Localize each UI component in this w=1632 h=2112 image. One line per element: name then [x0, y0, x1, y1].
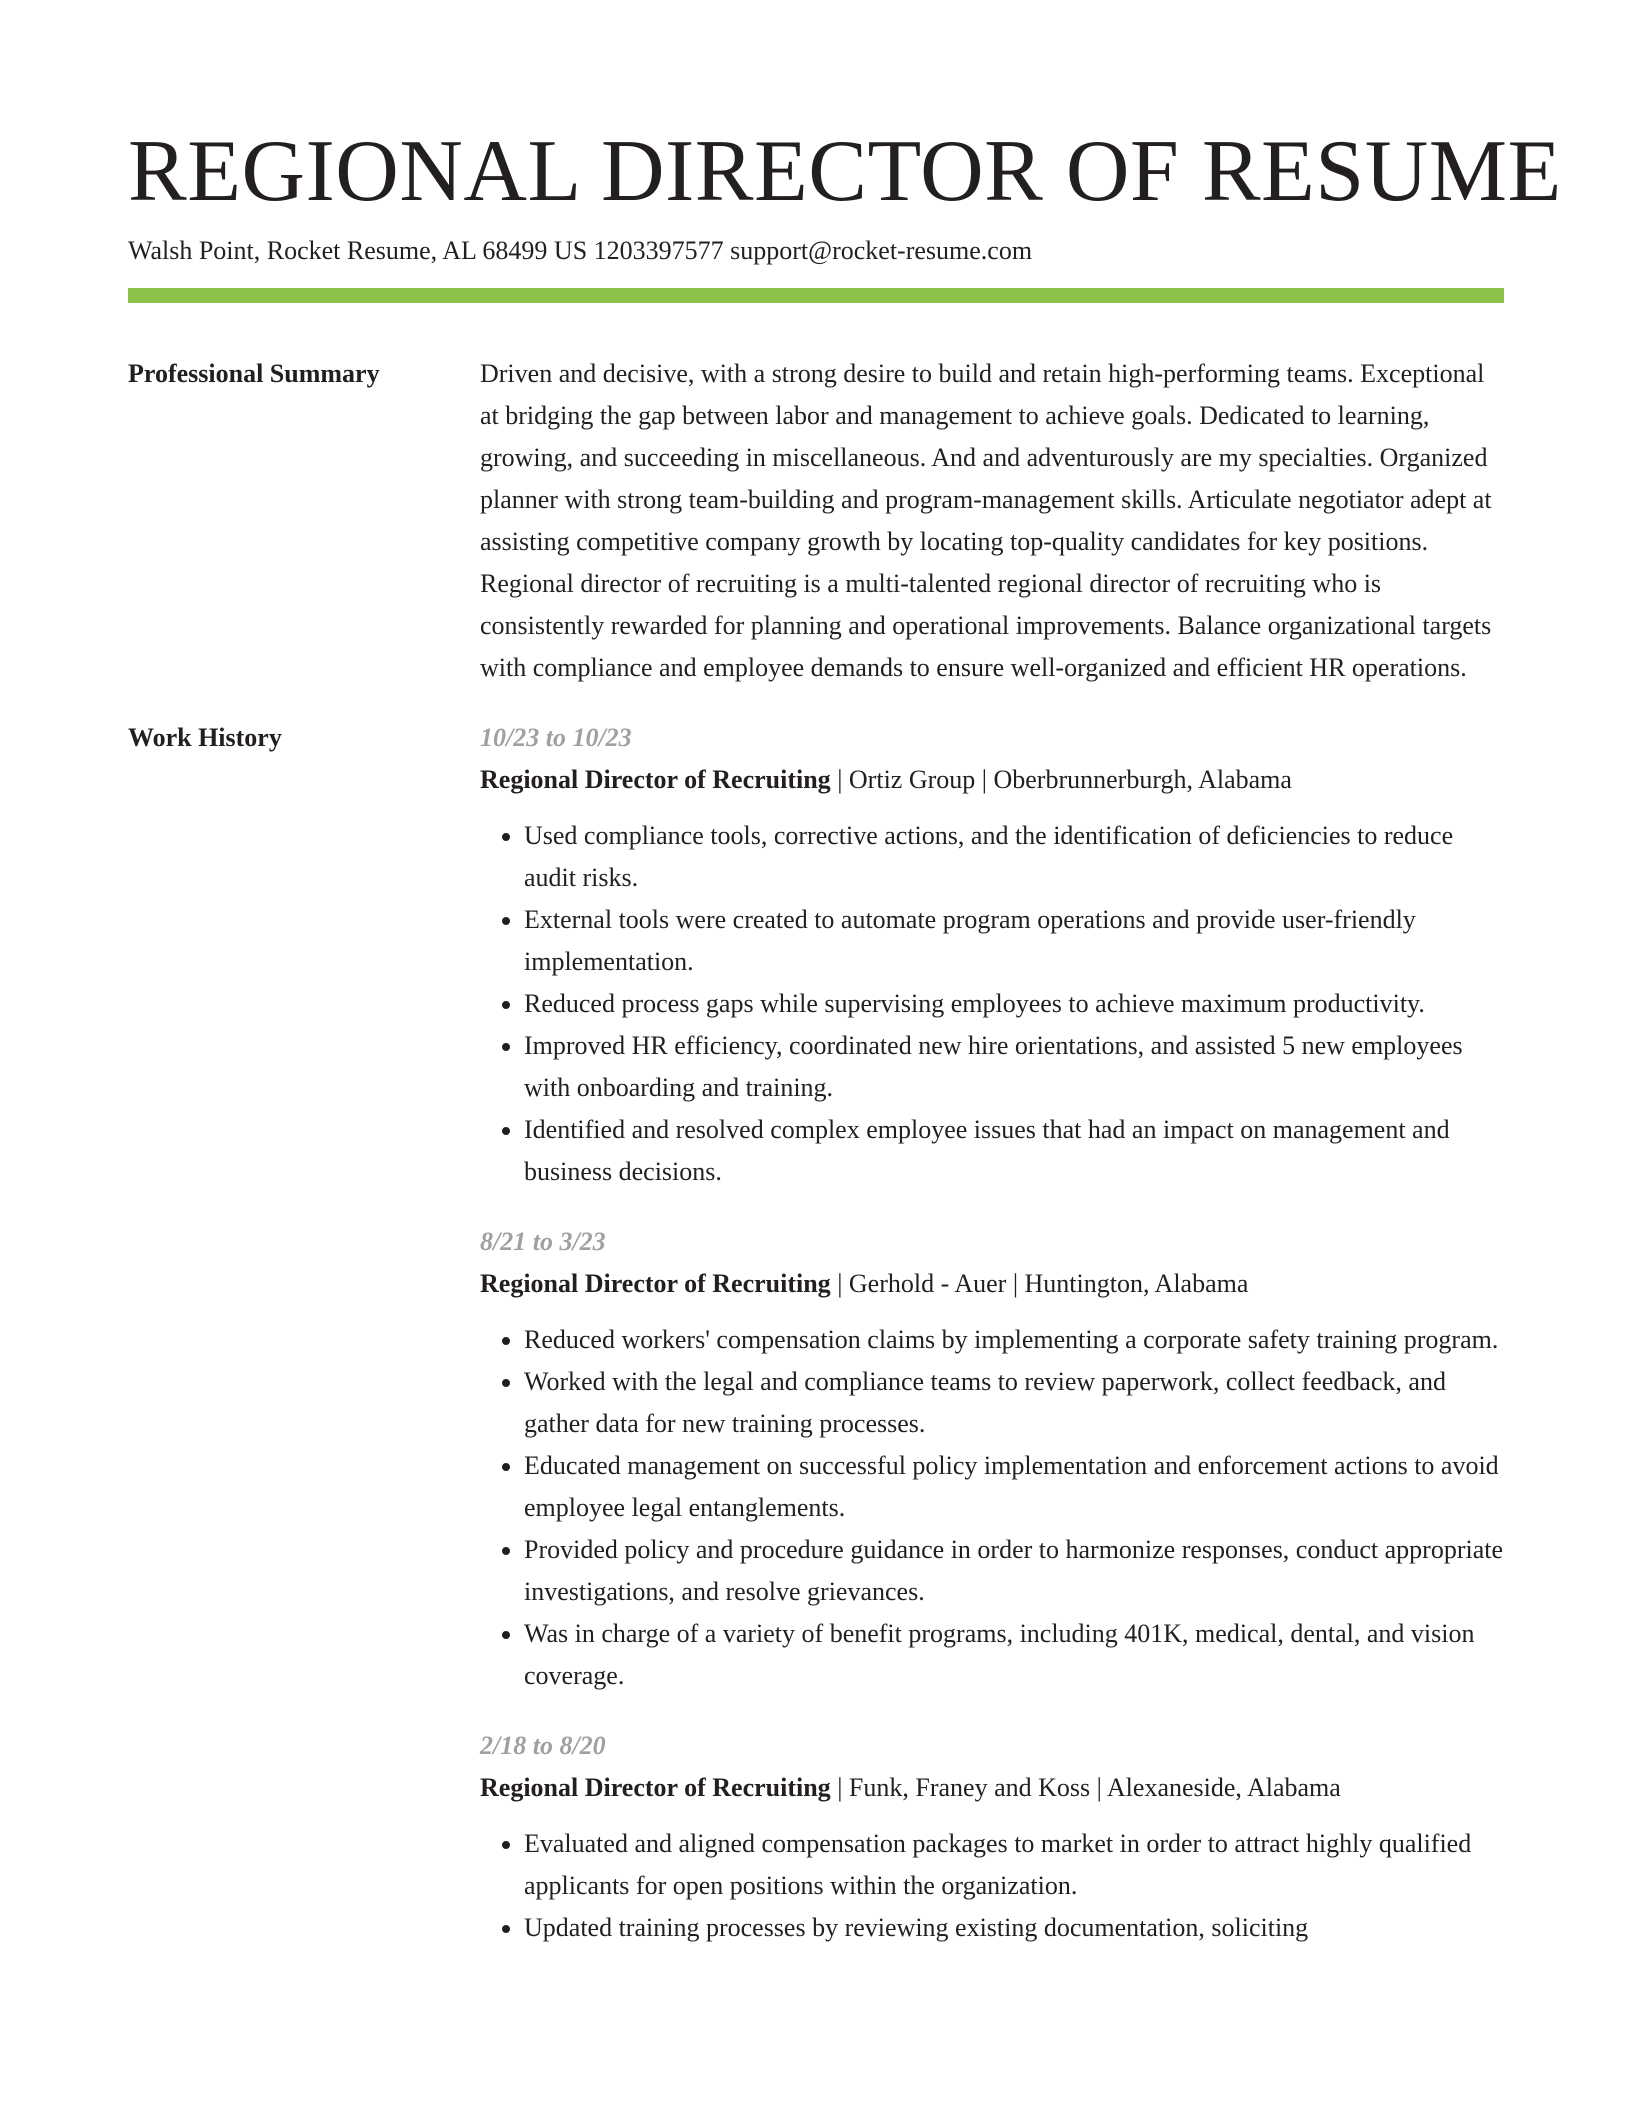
- job-heading: [480, 1263, 1504, 1305]
- job-bullet: • Educated management on successful policy implementation and enforcement actions to avoid employee legal entanglements.: [524, 1445, 1504, 1529]
- job-bullet: • Updated training processes by reviewing existing documentation, soliciting: [524, 1907, 1504, 1949]
- job-title: Regional Director of Recruiting: [480, 1269, 831, 1298]
- job-bullets: [480, 1319, 1504, 1697]
- job-bullets: [480, 1823, 1504, 1949]
- job-separator: |: [830, 1773, 849, 1802]
- resume-page: [128, 0, 1562, 1977]
- job-separator: |: [830, 765, 849, 794]
- job-heading: [480, 759, 1504, 801]
- job-bullet: • Evaluated and aligned compensation packages to market in order to attract highly qualified applicants for open positions within the organization.: [524, 1823, 1504, 1907]
- job-dates: 2/18 to 8/20: [480, 1731, 606, 1760]
- summary-body: [480, 353, 1504, 689]
- job-dates: 10/23 to 10/23: [480, 723, 632, 752]
- job-separator: |: [830, 1269, 849, 1298]
- job-separator: |: [1006, 1269, 1025, 1298]
- job-bullet: • Provided policy and procedure guidance in order to harmonize responses, conduct appropriate investigations, and resolve grievances.: [524, 1529, 1504, 1613]
- professional-summary-section: [128, 353, 1504, 689]
- job-entry: [480, 1725, 1504, 1949]
- job-company: Funk, Franey and Koss: [848, 1773, 1091, 1802]
- job-bullet: • Worked with the legal and compliance teams to review paperwork, collect feedback, and gather data for new training processes.: [524, 1361, 1504, 1445]
- job-title: Regional Director of Recruiting: [480, 1773, 831, 1802]
- job-bullet: • Used compliance tools, corrective actions, and the identification of deficiencies to reduce audit risks.: [524, 815, 1504, 899]
- job-bullets: [480, 815, 1504, 1193]
- work-history-section: [128, 717, 1504, 1977]
- job-location: Huntington, Alabama: [1024, 1269, 1249, 1298]
- job-location: Oberbrunnerburgh, Alabama: [993, 765, 1292, 794]
- job-company: Ortiz Group: [848, 765, 976, 794]
- job-bullet: • Reduced workers' compensation claims by implementing a corporate safety training program.: [524, 1319, 1504, 1361]
- job-bullet: • Improved HR efficiency, coordinated new hire orientations, and assisted 5 new employees with onboarding and training.: [524, 1025, 1504, 1109]
- resume-name: REGIONAL DIRECTOR OF RESUME: [128, 123, 1562, 220]
- job-dates: 8/21 to 3/23: [480, 1227, 606, 1256]
- job-location: Alexaneside, Alabama: [1106, 1773, 1341, 1802]
- summary-text: Driven and decisive, with a strong desire to build and retain high-performing teams. Exceptional at bridging the gap between labor and management to achieve goals. Dedicated to learning, growing, and succeeding in miscellaneous. And and adventurously are my specialties. Organized planner with strong team-building and program-management skills. Articulate negotiator adept at assisting competitive company growth by locating top-quality candidates for key positions. Regional director of recruiting is a multi-talented regional director of recruiting who is consistently rewarded for planning and operational improvements. Balance organizational targets with compliance and employee demands to ensure well-organized and efficient HR operations.: [480, 359, 1492, 682]
- contact-email: support@rocket-resume.com: [730, 236, 1033, 265]
- job-bullet: • Was in charge of a variety of benefit programs, including 401K, medical, dental, and vision coverage.: [524, 1613, 1504, 1697]
- header-divider: [128, 288, 1504, 303]
- job-company: Gerhold - Auer: [848, 1269, 1007, 1298]
- job-separator: |: [975, 765, 994, 794]
- work-history-list: [480, 717, 1504, 1977]
- contact-line: [128, 234, 1504, 268]
- job-separator: |: [1090, 1773, 1107, 1802]
- job-entry: [480, 1221, 1504, 1697]
- job-bullet: • External tools were created to automate program operations and provide user-friendly implementation.: [524, 899, 1504, 983]
- job-heading: [480, 1767, 1504, 1809]
- contact-address: Walsh Point, Rocket Resume, AL 68499 US: [128, 236, 588, 265]
- job-bullet: • Identified and resolved complex employee issues that had an impact on management and business decisions.: [524, 1109, 1504, 1193]
- job-bullet: • Reduced process gaps while supervising employees to achieve maximum productivity.: [524, 983, 1504, 1025]
- section-title-work-history: Work History: [128, 723, 282, 752]
- contact-phone: 1203397577: [593, 236, 724, 265]
- section-title-professional-summary: Professional Summary: [128, 359, 380, 388]
- job-entry: [480, 717, 1504, 1193]
- job-title: Regional Director of Recruiting: [480, 765, 831, 794]
